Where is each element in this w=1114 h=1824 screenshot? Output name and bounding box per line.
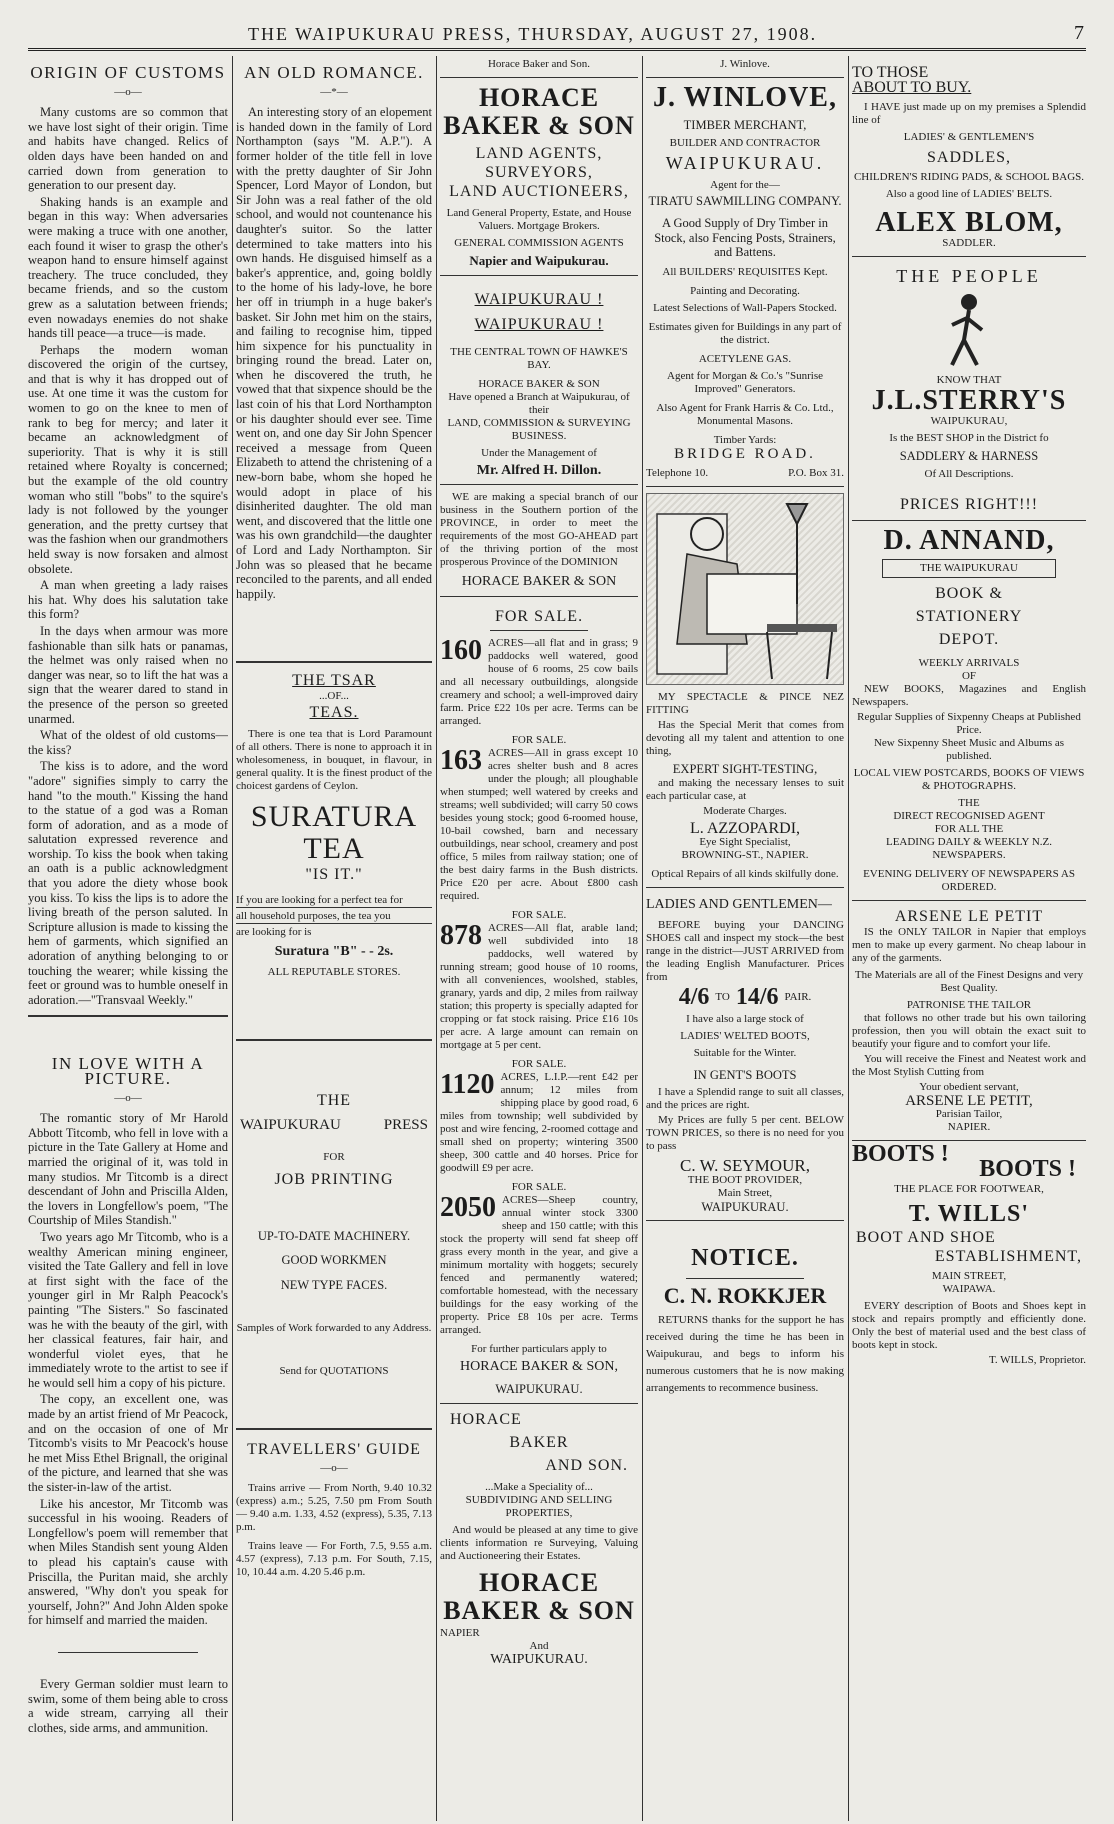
signature: HORACE BAKER & SON [461, 574, 617, 590]
divider [646, 887, 844, 888]
article-paragraph: Two years ago Mr Titcomb, who is a wealthy American mining engineer, visited the Tate Gallery and fell in love at first sight with the face of the younger girl in Mr Ralph Peacock's painting "The Sisters." So fascinated was he with the beauty of the girl, with her classical features, fair hair, and wonderful violet eyes, that he immediately wrote to the artist to see if he would sell him a copy of his picture. [28, 1229, 228, 1390]
article-paragraph: The kiss is to adore, and the word "adore" signifies simply to carry the hand "to the mouth." Kissing the hand to the statue of a god was a Roman form of adoration, and as a mode of salutation expressed reverence and worship. To kiss the book when taking an oath is a public acknowledgment that you adore the diety whose book you kiss. To kiss the lips is to adore the living breath of the person saluted. In Scripture allusion is made to kissing the hem of garments, which signified an adoration of anything belonging to or touching the wearer; while kissing the feet or ground was to humble oneself in adoration.—"Transvaal Weekly." [28, 759, 228, 1007]
price-from: 4/6 [678, 983, 710, 1010]
divider [646, 77, 844, 78]
builder: BUILDER AND CONTRACTOR [669, 136, 821, 149]
direct-agent: DIRECT RECOGNISED AGENT [893, 809, 1045, 822]
stationery: STATIONERY [915, 607, 1023, 625]
press-name-row [240, 1118, 428, 1133]
survey-business: LAND, COMMISSION & SURVEYING BUSINESS. [447, 416, 631, 442]
seymour: C. W. SEYMOUR, [680, 1156, 810, 1176]
listing [440, 634, 638, 728]
ladies-gentlemen: LADIES AND GENTLEMEN— [646, 897, 832, 913]
winlove-town: WAIPUKURAU. [665, 152, 825, 173]
saddler: SADDLER. [942, 237, 996, 250]
price-to-label: TO [715, 990, 730, 1003]
book: BOOK & [935, 584, 1003, 602]
divider [440, 484, 638, 485]
sterry: J.L.STERRY'S [871, 385, 1067, 417]
wills-main: MAIN STREET, [931, 1269, 1007, 1282]
guide-title: TRAVELLERS' GUIDE [247, 1441, 421, 1459]
morgan: Agent for Morgan & Co.'s "Sunrise Improved" Generators. [667, 369, 823, 395]
listing-text: ACRES—All in grass except 10 acres shelter bush and 8 acres under the plough; all ploughable when stumped; well watered by creeks and streams; well subdivided; will carry 50 cows besides young stock; good 6-roomed house, 10-bail cowshed, barn and necessary outbuildings, near school, creamery and post office, 5 miles from railway station; one of the best dairy farms in the Bush districts. Price £20 per acre. About £800 cash required. [440, 746, 638, 902]
spectacle: MY SPECTACLE & PINCE NEZ FITTING [646, 691, 844, 717]
gents-boots: IN GENT'S BOOTS [693, 1067, 797, 1082]
branch-text: Have opened a Branch at Waipukurau, of their [448, 390, 630, 416]
article-paragraph: Like his ancestor, Mr Titcomb was successful in his wooing. Readers of Longfellow's poem will remember that when Miles Standish sent young Alden to plead his captain's cause with Priscilla, the Puritan maid, she archly answered, "Why don't you speak for yourself, John?" And John Alden spoke for himself and married the maiden. [28, 1496, 228, 1628]
belts: Also a good line of LADIES' BELTS. [885, 188, 1053, 201]
column-1 [28, 58, 228, 1818]
speciality: ...Make a Speciality of... [485, 1480, 593, 1493]
obedient: Your obedient servant, [919, 1080, 1019, 1093]
establishment: ESTABLISHMENT, [934, 1247, 1082, 1265]
article-paragraph: The copy, an excellent one, was made by an artist friend of Mr Peacock, and on the occasion of one of Mr Titcomb's visits to Mr Peacock's house he met Miss Ethel Brignall, the original of the picture, and learned that she was the sister-in-law of the artist. [28, 1392, 228, 1495]
sterry-town: WAIPUKURAU, [930, 415, 1008, 428]
waipukurau-1: WAIPUKURAU ! [474, 290, 604, 308]
article-paragraph: Every German soldier must learn to swim, some of them being able to cross a wide stream, carrying all their clothes, side arms, and ammunition. [28, 1676, 228, 1735]
for-sale-label: FOR SALE. [511, 1057, 567, 1070]
requisites: All BUILDERS' REQUISITES Kept. [662, 265, 828, 278]
for-sale-header: FOR SALE. [494, 607, 584, 625]
timber: TIMBER MERCHANT, [683, 118, 807, 132]
depot: DEPOT. [938, 630, 1000, 648]
browning-st: BROWNING-ST., NAPIER. [681, 849, 809, 862]
listing-acres: 1120 [440, 1068, 495, 1100]
tsar-teas: TEAS. [309, 704, 359, 722]
large-stock: I have also a large stock of [686, 1012, 804, 1025]
is-it: "IS IT." [305, 866, 363, 884]
guide-arrive: Trains arrive — From North, 9.40 10.32 (express) a.m.; 5.25, 7.50 pm From South — 9.40 a.m. 1.33, 4.52 (express), 5.35, 7.13 p.m. [236, 1481, 432, 1533]
neatest: You will receive the Finest and Neatest work and the Most Stylish Cutting from [852, 1052, 1086, 1078]
listing-acres: 878 [440, 919, 482, 951]
divider [236, 1039, 432, 1041]
timber-yards: Timber Yards: [713, 433, 777, 446]
info: And would be pleased at any time to give clients information re Surveying, Valuing and Auctioneering their Estates. [440, 1523, 638, 1562]
article-paragraph: An interesting story of an elopement is handed down in the family of Lord Northampton (says "M. A.P."). A former holder of the title fell in love with the pretty daughter of Sir John Spencer, Lord Mayor of London, but Sir John was a real father of the old school, and would not countenance his daughter's suitor. So the latter determined to take matters into his own hands. He disguised himself as a baker's apprentice, and, going boldly to the home of his lady-love, he bore her off in triumph in a huge baker's basket. Sir John met him on the stairs, and failing to recognise him, tipped him sixpence for his punctuality in bringing round the bread. Later on, when he discovered the truth, he vowed that that sixpence should be the last coin of his that Lord Northampton or his daughter should ever see. Time went on, and one day Sir John Spencer received a message from Queen Elizabeth to attend the christening of a new-born babe, whom she hoped he would adopt in place of his disinherited daughter. The old man went, and discovered that the little one was his own grandchild—the daughter of Lord and Lady Northampton. Sir John was so pleased that he became reconciled to the parents, and all ended happily. [236, 105, 432, 601]
estimates: Estimates given for Buildings in any part of the district. [648, 320, 842, 346]
have-made: I HAVE just made up on my premises a Splendid line of [852, 101, 1086, 127]
press-faces: NEW TYPE FACES. [280, 1277, 388, 1292]
of-label: OF [961, 669, 977, 682]
land-general: Land General Property, Estate, and House Valuers. Mortgage Brokers. [446, 207, 632, 232]
for-all: FOR ALL THE [934, 822, 1004, 835]
press-workmen: GOOD WORKMEN [281, 1253, 387, 1268]
tea-stores: ALL REPUTABLE STORES. [267, 965, 401, 978]
returns: RETURNS thanks for the support he has received during the time he has been in Waipukurau, and begs to inform his numerous customers that he is now making arrangements to recommence business. [646, 1313, 844, 1394]
know-that: KNOW THAT [936, 374, 1002, 387]
suratura-heading: SURATURA [250, 800, 418, 834]
divider [852, 256, 1086, 257]
hb-and-son: AND SON. [545, 1456, 628, 1474]
reading-man-drawing [647, 494, 844, 684]
about-to-buy: ABOUT TO BUY. [852, 78, 972, 96]
tsar-title: THE TSAR [292, 672, 376, 690]
for-sale-label: FOR SALE. [511, 1180, 567, 1193]
special-branch: WE are making a special branch of our business in the Southern portion of the PROVINCE, in order to meet the requirements of the most GO-AHEAD part of the thriving portion of the most prosperous Province of the DOMINION [440, 491, 638, 569]
divider [852, 900, 1086, 901]
parisian: Parisian Tailor, [935, 1108, 1003, 1121]
wills: T. WILLS' [908, 1200, 1030, 1227]
listing-text: ACRES—all flat and in grass; 9 paddocks well watered, good house of 6 rooms, 25 cow bails and all necessary outbuildings, alongside creamery and school; a well-improved dairy farm. Price £22 10s per acre. Terms can be arranged. [440, 636, 638, 727]
listing-text: ACRES—All flat, arable land; well subdivided into 18 paddocks, well watered by running stream; good house of 10 rooms, with all conveniences, woolshed, stables, granary, yards and dip, 2 miles from railway station; this property is specially adapted for cropping or fat stock raising. Price £16 10s per acre. A large amount can remain on mortgage at 5 per cent. [440, 921, 638, 1051]
tea-heading: TEA [303, 832, 365, 866]
arsene-signature: ARSENE LE PETIT, [905, 1092, 1033, 1109]
column-rule [848, 56, 849, 1821]
tiratu: TIRATU SAWMILLING COMPANY. [648, 193, 842, 208]
article-paragraph: What of the oldest of old customs—the kiss? [28, 728, 228, 757]
rokkjer: C. N. ROKKJER [663, 1282, 827, 1308]
under-management: Under the Management of [481, 446, 597, 459]
separator: —o— [114, 85, 142, 98]
separator: —o— [320, 1462, 348, 1475]
article-paragraph: In the days when armour was more fashionable than silk hats or panamas, the helmet was only raised when no danger was near, so to lift the hat was a sign that the wearer dared to stand in the presence of the person so greeted unarmed. [28, 623, 228, 726]
ad-label: J. Winlove. [720, 58, 770, 70]
po-box: P.O. Box 31. [788, 466, 844, 479]
branch-name: HORACE BAKER & SON [478, 377, 600, 390]
patronise: PATRONISE THE TAILOR [906, 998, 1032, 1011]
winlove-name: J. WINLOVE, [653, 82, 837, 113]
every-description: EVERY description of Boots and Shoes kept in stock and repairs promptly and efficiently done. Only the best of material used and the best class of boots kept in stock. [852, 1299, 1086, 1351]
napier-waipukurau: Napier and Waipukurau. [469, 253, 609, 268]
listing-text: ACRES, L.I.P.—rent £42 per annum; 12 miles from shipping place by good road, 6 miles from township; well subdivided by post and wire fencing, 2-roomed cottage and small shed on property; wintering 3500 sheep, 300 cattle and 40 horses. Price for goodwill £9 per acre. [440, 1070, 638, 1174]
sheet-music: New Sixpenny Sheet Music and Albums as published. [873, 736, 1065, 762]
tea-price: Suratura "B" - - 2s. [274, 944, 394, 960]
painting: Painting and Decorating. [690, 284, 800, 297]
divider [236, 1428, 432, 1430]
listing [440, 1068, 638, 1175]
the-waipukurau: THE WAIPUKURAU [882, 559, 1056, 578]
press-samples: Samples of Work forwarded to any Address. [236, 1322, 432, 1335]
evening: EVENING DELIVERY OF NEWSPAPERS AS ORDERED. [863, 867, 1075, 893]
article-title-love: IN LOVE WITH A PICTURE. [51, 1054, 205, 1088]
column-4 [646, 58, 844, 1818]
napier-end: NAPIER [440, 1626, 480, 1639]
footwear: THE PLACE FOR FOOTWEAR, [894, 1182, 1044, 1195]
walking-man-drawing [852, 290, 1086, 370]
ad-label: Horace Baker and Son. [487, 58, 591, 70]
apply-name: HORACE BAKER & SON, [460, 1358, 618, 1374]
dancing-shoes: BEFORE buying your DANCING SHOES call and inspect my stock—the best range in the district—JUST ARRIVED from the leading English Manufacturer. Prices from [646, 918, 844, 983]
surveyors: SURVEYORS, [485, 164, 593, 181]
annand: D. ANNAND, [883, 524, 1055, 556]
press-name-1: WAIPUKURAU [240, 1116, 341, 1133]
article-paragraph: A man when greeting a lady raises his hat. Why does his salutation take this form? [28, 578, 228, 622]
separator: —o— [114, 1091, 142, 1104]
making: and making the necessary lenses to suit each particular case, at [646, 776, 844, 802]
press-for: FOR [323, 1150, 345, 1163]
subdividing: SUBDIVIDING AND SELLING PROPERTIES, [465, 1493, 613, 1519]
azzopardi: L. AZZOPARDI, [689, 819, 801, 837]
article-paragraph: Many customs are so common that we have lost sight of their origin. Time and habits have changed. Relics of olden days have been handed on and carried down from generation to generation to our present day. [28, 105, 228, 193]
for-sale-label: FOR SALE. [511, 908, 567, 921]
tea-line: If you are looking for a perfect tea for [236, 894, 403, 907]
wallpapers: Latest Selections of Wall-Papers Stocked. [653, 301, 837, 314]
acetylene: ACETYLENE GAS. [698, 352, 792, 365]
commission: GENERAL COMMISSION AGENTS [454, 237, 624, 249]
telephone: Telephone 10. [646, 466, 709, 479]
listing-acres: 160 [440, 634, 482, 666]
best-shop: Is the BEST SHOP in the District fo [889, 432, 1049, 445]
column-2 [236, 58, 432, 1818]
leading: LEADING DAILY & WEEKLY N.Z. NEWSPAPERS. [885, 835, 1053, 861]
expert: EXPERT SIGHT-TESTING, [672, 762, 818, 777]
arsene: ARSENE LE PETIT [894, 907, 1044, 925]
pair-label: PAIR. [784, 990, 812, 1003]
prices-pct: My Prices are fully 5 per cent. BELOW TOWN PRICES, so there is no need for you to pass [646, 1114, 844, 1153]
press-machinery: UP-TO-DATE MACHINERY. [257, 1228, 411, 1243]
divider [490, 630, 588, 631]
saddles: SADDLES, [926, 149, 1011, 167]
waipukurau-2: WAIPUKURAU ! [474, 315, 604, 333]
divider [236, 661, 432, 663]
big-horace: HORACE [478, 1567, 600, 1597]
guide-leave: Trains leave — For Forth, 7.5, 9.55 a.m. 4.57 (express), 7.13 p.m. For South, 7.15, 10, 10.44 a.m. 4.20 5.46 p.m. [236, 1539, 432, 1578]
postcards: LOCAL VIEW POSTCARDS, BOOKS OF VIEWS & PHOTOGRAPHS. [853, 766, 1085, 792]
new-books: NEW BOOKS, Magazines and English Newspapers. [852, 682, 1086, 708]
bridge-road: BRIDGE ROAD. [674, 445, 816, 462]
the-label: THE [958, 796, 980, 809]
article-paragraph: Perhaps the modern woman discovered the origin of the curtsey, and that is why it has dropped out of use. At one time it was the custom for women to go on the knee to men of rank to beg for mercy; and later it became an acknowledgment of superiority. That is why it is still retained where Royalty is concerned; but the example of the old country woman who still "bobs" to the squire's lady is not followed by the younger generation, and the pretty curtsey that was the fashion when our grandmothers held sway is now forsaken and almost obsolete. [28, 342, 228, 576]
article-paragraph: The romantic story of Mr Harold Abbott Titcomb, who fell in love with a picture in the Tate Gallery at Home and married the original of it, was told in many studios. Mr Titcomb is a direct descendant of John and Priscilla Alden, the lovers in Longfellow's poem, "The Courtship of Miles Standish." [28, 1111, 228, 1228]
harris: Also Agent for Frank Harris & Co. Ltd., Monumental Masons. [656, 401, 834, 427]
tea-line: are looking for is [236, 923, 432, 939]
press-quote: Send for QUOTATIONS [279, 1365, 389, 1378]
winter: Suitable for the Winter. [693, 1046, 797, 1059]
to-those: TO THOSE [852, 64, 929, 81]
listing-text: ACRES—Sheep country, annual winter stock 3300 sheep and 150 cattle; with this stock the property will send fat sheep off grass every month in the year, and give a minimum mortality with hoggets; securely fenced and permanently watered; comfortable homestead, with the necessary buildings for the easy working of the property. Price £8 10s per acre. Terms arranged. [440, 1193, 638, 1336]
childrens: CHILDREN'S RIDING PADS, & SCHOOL BAGS. [853, 171, 1085, 184]
eye-specialist: Eye Sight Specialist, [699, 836, 791, 849]
hb-horace: HORACE [450, 1410, 522, 1428]
notice-heading: NOTICE. [691, 1245, 799, 1272]
column-rule [436, 56, 437, 1821]
price-range [646, 983, 844, 1010]
divider [852, 520, 1086, 521]
listing-acres: 2050 [440, 1191, 496, 1223]
and-end: And [529, 1639, 549, 1652]
prices-right: PRICES RIGHT!!! [899, 495, 1039, 513]
reading-man-illustration [646, 493, 844, 685]
column-rule [642, 56, 643, 1821]
tsar-paragraph: There is one tea that is Lord Paramount of all others. There is none to approach it in wholesomeness, in bouquet, in flavour, in general quality. It is the finest product of the choicest gardens of Ceylon. [236, 728, 432, 793]
price-to: 14/6 [735, 983, 779, 1010]
provider: THE BOOT PROVIDER, [687, 1173, 803, 1186]
divider [646, 486, 844, 487]
boots-1: BOOTS ! [852, 1141, 949, 1168]
ladies-gents: LADIES' & GENTLEMEN'S [903, 131, 1035, 144]
boot-shoe: BOOT AND SHOE [856, 1228, 996, 1246]
proprietor: T. WILLS, Proprietor. [988, 1353, 1086, 1366]
masthead-title: THE WAIPUKURAU PRESS, THURSDAY, AUGUST 27, 1908. [248, 24, 818, 44]
hb-baker: BAKER [509, 1433, 569, 1451]
further-particulars: For further particulars apply to [471, 1342, 607, 1355]
manager-name: Mr. Alfred H. Dillon. [476, 462, 602, 478]
main-street: Main Street, [717, 1186, 773, 1199]
tsar-of: ...OF... [319, 690, 349, 703]
boots-2: BOOTS ! [979, 1155, 1076, 1182]
divider [440, 77, 638, 78]
listing-acres: 163 [440, 744, 482, 776]
listing [440, 744, 638, 903]
press-job: JOB PRINTING [274, 1170, 394, 1188]
the-people: THE PEOPLE [896, 266, 1042, 287]
optical: Optical Repairs of all kinds skilfully done. [651, 868, 839, 881]
divider [440, 1403, 638, 1404]
tailor-napier: NAPIER. [947, 1121, 991, 1134]
listing [440, 919, 638, 1052]
follows: that follows no other trade but his own tailoring profession, then you will obtain the exact suit to beautify your figure and to comfort your life. [852, 1011, 1086, 1050]
press-the: THE [316, 1091, 352, 1109]
listing [440, 1191, 638, 1337]
alex-blom: ALEX BLOM, [875, 207, 1063, 239]
separator: —*— [320, 85, 348, 98]
tea-line: all household purposes, the tea you [236, 907, 432, 923]
divider [440, 596, 638, 597]
divider [58, 1652, 198, 1653]
supply: A Good Supply of Dry Timber in Stock, also Fencing Posts, Strainers, and Battens. [654, 216, 836, 260]
article-paragraph: Shaking hands is an example and began in this way: When adversaries were making a truce with one another, each found it wiser to grasp the other's weapon hand to ensure himself against treachery. The truce concluded, they became friends, and so the custom grew as a salutation between friends; even nowadays enemies do not shake hands till peace—a truce—is made. [28, 194, 228, 341]
masthead [28, 20, 1086, 51]
materials: The Materials are all of the Finest Designs and very Best Quality. [854, 968, 1084, 994]
divider [440, 275, 638, 276]
column-5 [852, 58, 1086, 1818]
big-baker-son: BAKER & SON [443, 1595, 635, 1625]
firm-name: HORACE [478, 83, 600, 112]
splendid: I have a Splendid range to suit all classes, and the prices are right. [646, 1086, 844, 1112]
welted: LADIES' WELTED BOOTS, [680, 1029, 810, 1042]
harness: SADDLERY & HARNESS [899, 449, 1039, 464]
seymour-town: WAIPUKURAU. [701, 1199, 789, 1214]
agent-for: Agent for the— [710, 178, 780, 191]
article-title-origin: ORIGIN OF CUSTOMS [30, 63, 226, 82]
all-descriptions: Of All Descriptions. [924, 467, 1014, 480]
article-title-romance: AN OLD ROMANCE. [244, 63, 424, 82]
apply-town: WAIPUKURAU. [495, 1382, 583, 1397]
column-rule [232, 56, 233, 1821]
waipawa: WAIPAWA. [942, 1282, 996, 1295]
for-sale-label: FOR SALE. [511, 733, 567, 746]
divider [686, 1278, 804, 1279]
divider [646, 1220, 844, 1221]
page-number: 7 [1074, 22, 1086, 44]
contact-row [646, 466, 844, 481]
waipukurau-end: WAIPUKURAU. [490, 1651, 588, 1667]
column-3 [440, 58, 638, 1818]
central-town: THE CENTRAL TOWN OF HAWKE'S BAY. [450, 345, 628, 371]
walking-man-illustration [852, 290, 1086, 370]
divider [28, 1015, 228, 1017]
merit: Has the Special Merit that comes from devoting all my talent and attention to one thing, [646, 719, 844, 758]
firm-name: BAKER & SON [443, 111, 635, 140]
only-tailor: IS the ONLY TAILOR in Napier that employs men to make up every garment. No cheap labour in any of the garments. [852, 925, 1086, 964]
weekly-arrivals: WEEKLY ARRIVALS [918, 656, 1020, 669]
press-name-2: PRESS [383, 1116, 428, 1133]
moderate: Moderate Charges. [703, 804, 787, 817]
land-agents: LAND AGENTS, [475, 145, 603, 162]
auctioneers: LAND AUCTIONEERS, [449, 183, 629, 200]
regular: Regular Supplies of Sixpenny Cheaps at Published Price. [857, 710, 1081, 736]
